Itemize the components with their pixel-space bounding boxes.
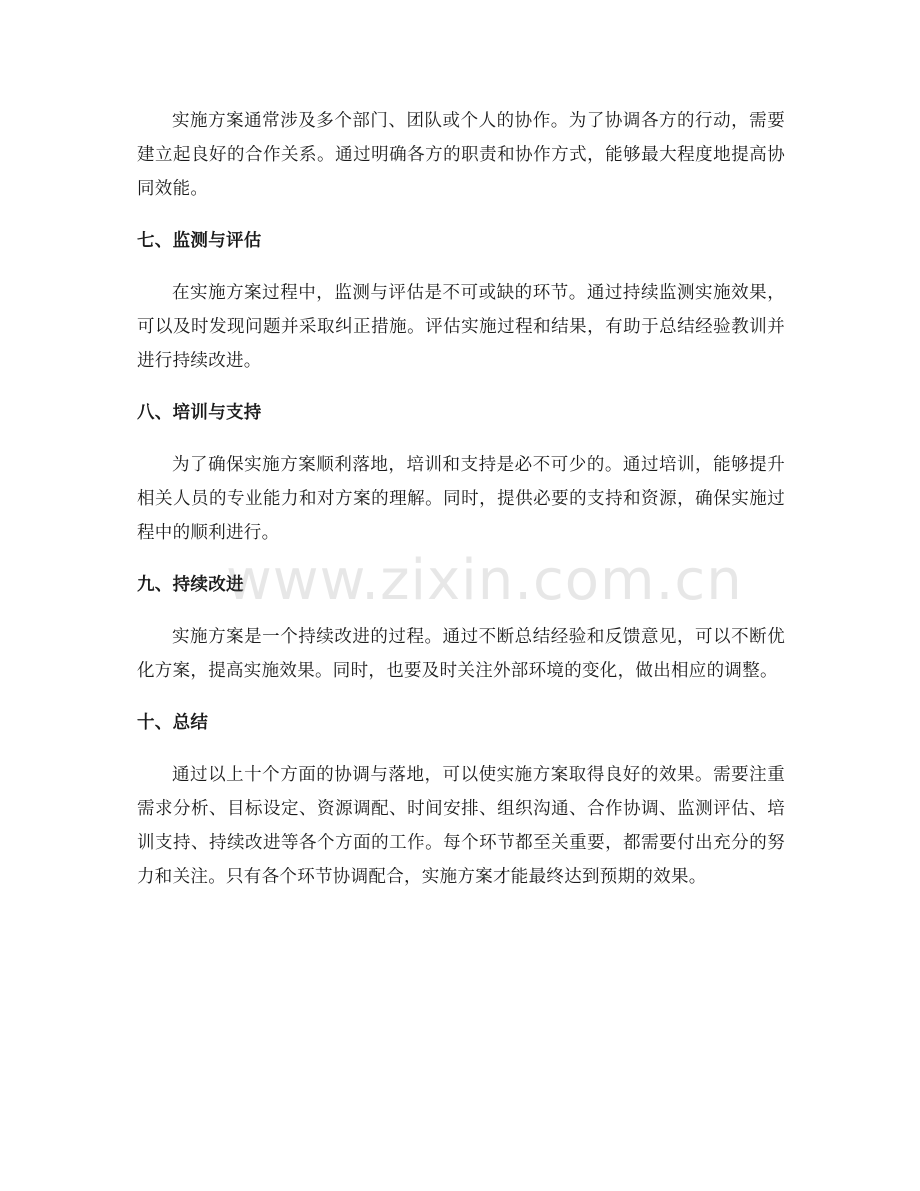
paragraph-monitoring-evaluation: 在实施方案过程中，监测与评估是不可或缺的环节。通过持续监测实施效果，可以及时发现问题并采取纠正措施。评估实施过程和结果，有助于总结经验教训并进行持续改进。 [137,283,785,371]
heading-continuous-improvement: 九、持续改进 [137,575,244,595]
paragraph-training-support: 为了确保实施方案顺利落地，培训和支持是必不可少的。通过培训，能够提升相关人员的专业能力和对方案的理解。同时，提供必要的支持和资源，确保实施过程中的顺利进行。 [137,455,785,543]
paragraph-continuous-improvement: 实施方案是一个持续改进的过程。通过不断总结经验和反馈意见，可以不断优化方案，提高实施效果。同时，也要及时关注外部环境的变化，做出相应的调整。 [137,627,785,681]
paragraph-summary: 通过以上十个方面的协调与落地，可以使实施方案取得良好的效果。需要注重需求分析、目标设定、资源调配、时间安排、组织沟通、合作协调、监测评估、培训支持、持续改进等各个方面的工作。每个环节都至关重要，都需要付出充分的努力和关注。只有各个环节协调配合，实施方案才能最终达到预期的效果。 [137,765,785,887]
heading-monitoring-evaluation: 七、监测与评估 [137,231,262,251]
document-body [137,104,785,894]
paragraph-collaboration: 实施方案通常涉及多个部门、团队或个人的协作。为了协调各方的行动，需要建立起良好的合作关系。通过明确各方的职责和协作方式，能够最大程度地提高协同效能。 [137,111,785,199]
heading-summary: 十、总结 [137,713,209,733]
watermark-text: www.zixin.com.cn [226,548,743,613]
heading-training-support: 八、培训与支持 [137,403,262,423]
